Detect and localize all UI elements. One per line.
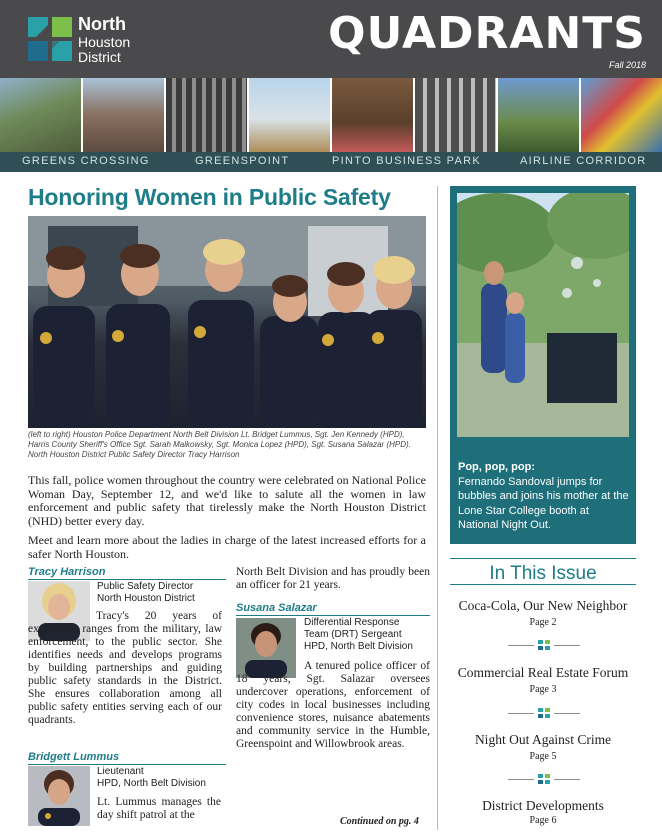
sidebar-caption <box>458 460 630 533</box>
org-name <box>78 15 130 64</box>
profile-role-susana-line3: HPD, North Belt Division <box>304 641 413 652</box>
toc-item-page: Page 3 <box>529 684 557 695</box>
night-out-photo <box>457 193 629 437</box>
profile-bio-susana: A tenured police officer of 18 years, Sgt. Salazar oversees undercover operations, enforcement of city codes in local businesses including convenience stores, nuisance abatements and community service in the Humble, Greenspoint and Willowbrook areas. <box>236 660 430 750</box>
north-houston-district-logo-icon <box>28 17 72 61</box>
strip-photo-4 <box>249 78 332 152</box>
profile-role-susana-line1: Differential Response <box>304 617 400 628</box>
profile-role-tracy <box>97 581 195 605</box>
profile-role-bridgett-line2: HPD, North Belt Division <box>97 778 206 789</box>
toc-item-night-out[interactable] <box>450 732 636 762</box>
column-divider <box>437 186 438 830</box>
sidebar-caption-title: Pop, pop, pop: <box>458 461 535 473</box>
org-name-line2: Houston <box>78 34 131 50</box>
article-paragraph-2: Meet and learn more about the ladies in charge of the latest increased efforts for a safer North Houston. <box>28 533 426 561</box>
profile-bio-tracy: Tracy's 20 years of experience ranges from the military, law enforcement, to the public sector. She identifies needs and develops programs by building partnerships and guiding public safety standards in the District. She ensures collaboration among all public safety entities serving each of our quadrants. <box>28 610 222 726</box>
profile-role-bridgett <box>97 766 206 790</box>
quadrant-greens-crossing: GREENS CROSSING <box>22 155 150 167</box>
quadrant-mark-icon <box>538 774 550 784</box>
profile-role-susana-line2: Team (DRT) Sergeant <box>304 629 402 640</box>
org-name-line3: District <box>78 49 121 65</box>
toc-separator <box>508 708 580 718</box>
profile-role-susana <box>304 617 413 653</box>
profile-name-bridgett: Bridgett Lummus <box>28 751 120 763</box>
group-photo-illustration <box>28 216 426 428</box>
toc-item-commercial-real-estate[interactable] <box>450 665 636 695</box>
newsletter-title: QUADRANTS <box>328 8 646 59</box>
profile-role-tracy-line2: North Houston District <box>97 593 195 604</box>
toc-item-title: District Developments <box>482 798 604 813</box>
toc-separator <box>508 774 580 784</box>
in-this-issue-rule-bottom <box>450 584 636 585</box>
quadrant-pinto-business-park: PINTO BUSINESS PARK <box>332 155 481 167</box>
toc-item-page: Page 5 <box>529 751 557 762</box>
profile-role-tracy-line1: Public Safety Director <box>97 581 194 592</box>
strip-photo-8 <box>581 78 662 152</box>
strip-photo-2 <box>83 78 166 152</box>
toc-item-page: Page 6 <box>529 815 557 826</box>
profile-bio-bridgett: Lt. Lummus manages the day shift patrol at the <box>97 796 221 821</box>
toc-item-title: Coca-Cola, Our New Neighbor <box>458 598 628 613</box>
profile-name-tracy: Tracy Harrison <box>28 566 106 578</box>
profile-role-bridgett-line1: Lieutenant <box>97 766 144 777</box>
strip-photo-3 <box>166 78 249 152</box>
photo-caption: (left to right) Houston Police Department North Belt Division Lt. Bridget Lummus, Sgt. Jen Kennedy (HPD), Harris County Sheriff's Office Sgt. Sarah Malkowsky, Sgt. Monica Lopez (HPD), Sgt. Susana Salazar (HPD). North Houston District Public Safety Director Tracy Harrison <box>28 430 411 459</box>
toc-item-coca-cola[interactable] <box>450 598 636 628</box>
group-photo-officers <box>28 216 426 428</box>
strip-photo-6 <box>415 78 498 152</box>
strip-photo-5 <box>332 78 415 152</box>
toc-item-title: Night Out Against Crime <box>474 732 612 747</box>
profile-bio-bridgett-continued: North Belt Division and has proudly been an officer for 21 years. <box>236 566 430 591</box>
issue-date: Fall 2018 <box>608 60 646 70</box>
org-name-line1: North <box>78 14 126 34</box>
profile-rule-bridgett <box>28 764 226 765</box>
toc-separator <box>508 640 580 650</box>
toc-item-page: Page 2 <box>529 617 557 628</box>
quadrant-airline-corridor: AIRLINE CORRIDOR <box>520 155 647 167</box>
in-this-issue-heading: In This Issue <box>489 563 597 584</box>
quadrant-greenspoint: GREENSPOINT <box>195 155 290 167</box>
in-this-issue-rule-top <box>450 558 636 559</box>
quadrant-mark-icon <box>538 640 550 650</box>
sidebar-caption-text: Fernando Sandoval jumps for bubbles and joins his mother at the Lone Star College booth at National Night Out. <box>458 475 629 531</box>
profile-name-susana: Susana Salazar <box>236 602 317 614</box>
toc-item-title: Commercial Real Estate Forum <box>457 665 629 680</box>
headshot-bridgett-lummus <box>28 766 90 826</box>
quadrant-band <box>0 152 662 172</box>
sidebar-photo-box <box>450 186 636 544</box>
profile-rule-tracy <box>28 579 226 580</box>
article-paragraph-1: This fall, police women throughout the country were celebrated on National Police Woman Day, September 12, and we'd like to salute all the women in law enforcement and public safety that tirelessly make the North Houston District (NHD) better every day. <box>28 473 426 528</box>
quadrant-mark-icon <box>538 708 550 718</box>
photo-strip <box>0 78 662 152</box>
strip-photo-7 <box>498 78 581 152</box>
strip-photo-1 <box>0 78 83 152</box>
continued-note: Continued on pg. 4 <box>340 816 419 827</box>
masthead-header <box>0 0 662 78</box>
article-title: Honoring Women in Public Safety <box>28 184 391 210</box>
toc-item-district-developments[interactable] <box>450 798 636 826</box>
profile-rule-susana <box>236 615 430 616</box>
